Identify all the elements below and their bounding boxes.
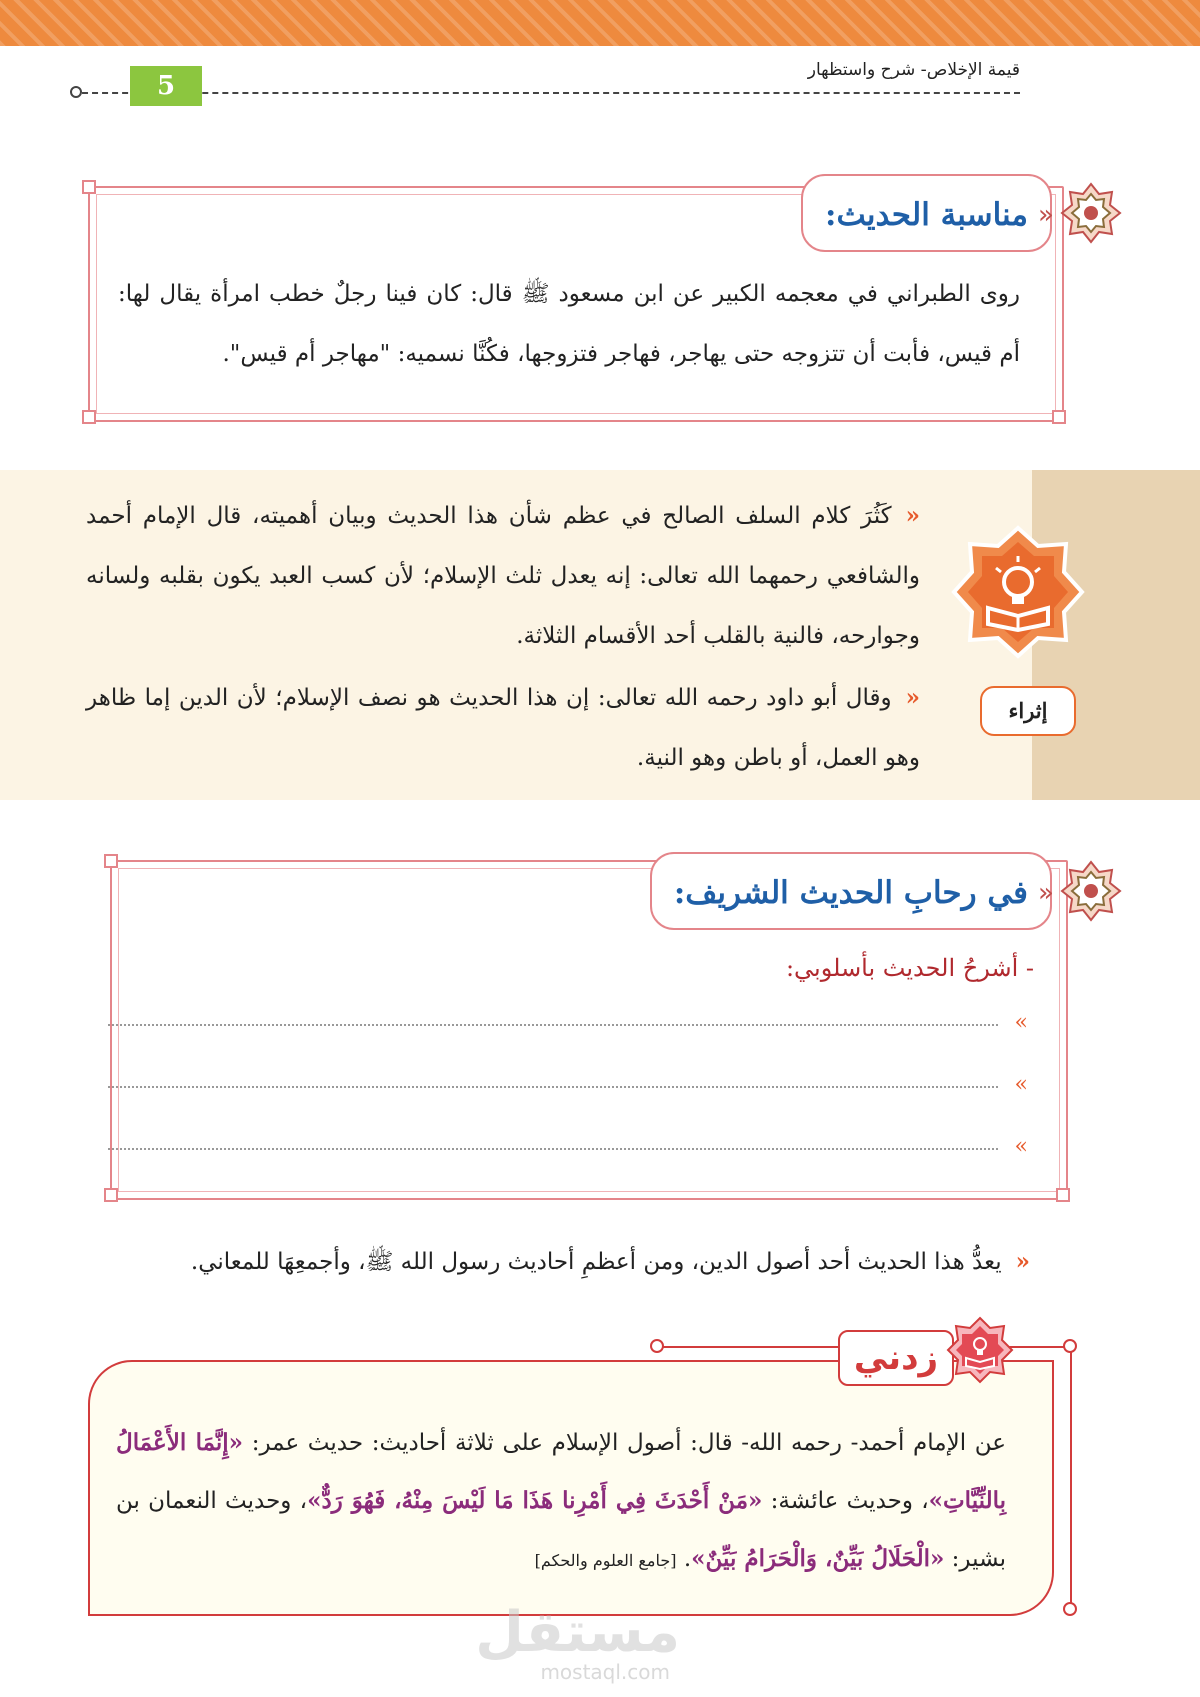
hadith-scope-corner-tl [104,854,118,868]
zidni-mid-1: ، وحديث عائشة: [762,1488,929,1514]
running-title: قيمة الإخلاص- شرح واستظهار [807,60,1020,80]
answer-dotted-line [108,1148,998,1150]
lightbulb-book-icon [950,524,1086,660]
bullet-icon: « [905,684,920,711]
answer-dotted-line [108,1024,998,1026]
enrichment-label-tab [980,686,1076,736]
hadith-scope-corner-bl [104,1188,118,1202]
occasion-title [801,174,1052,252]
page-number: 5 [130,66,202,106]
zidni-connector-line [1070,1346,1072,1608]
zidni-connector-dot [1063,1602,1077,1616]
hadith-scope-title [650,852,1052,930]
occasion-corner-br [1052,410,1066,424]
answer-marker: » [1014,1134,1028,1159]
enrichment-label: إثراء [1008,698,1048,723]
hadith-scope-chevrons: « [1038,878,1054,908]
bullet-icon: « [1015,1248,1030,1275]
mostaql-watermark-url: mostaql.com [540,1660,670,1684]
hadith-importance-note-text: يعدُّ هذا الحديث أحد أصول الدين، ومن أعظمِ أحاديث رسول الله ﷺ، وأجمعِهَا للمعاني. [190,1249,1002,1275]
answer-marker: » [1014,1072,1028,1097]
zidni-hadith-2: «مَنْ أَحْدَثَ فِي أَمْرِنا هَذَا مَا لَيْسَ مِنْهُ، فَهُوَ رَدٌّ» [307,1487,763,1514]
answer-marker: » [1014,1010,1028,1035]
zidni-mid-2: ، وحديث النعمان بن بشير: [116,1488,1006,1572]
octagram-ornament-icon [1060,860,1122,922]
explain-prompt: - أشرحُ الحديث بأسلوبي: [785,954,1034,982]
bullet-icon: « [905,502,920,529]
top-decorative-band [0,0,1200,46]
occasion-title-text: مناسبة الحديث: [825,197,1028,233]
octagram-ornament-icon [1060,182,1122,244]
enrichment-item-1 [86,486,920,666]
mostaql-watermark: مستقل [475,1600,680,1665]
zidni-source: [جامع العلوم والحكم] [534,1551,677,1570]
answer-line-3[interactable] [124,1134,1028,1159]
enrichment-item-2 [86,668,920,788]
occasion-text: روى الطبراني في معجمه الكبير عن ابن مسعود ﷺ قال: كان فينا رجلٌ خطب امرأة يقال لها: أم قيس، فأبت أن تتزوجه حتى يهاجر، فهاجر فتزوجها، فكُنَّا نسميه: "مهاجر أم قيس". [118,281,1020,367]
occasion-corner-bl [82,410,96,424]
zidni-hadith-3: «الْحَلَالُ بَيِّنٌ، وَالْحَرَامُ بَيِّنٌ» [691,1545,945,1572]
answer-line-2[interactable] [124,1072,1028,1097]
zidni-connector-dot [650,1339,664,1353]
header-divider [72,92,1020,94]
hadith-scope-title-text: في رحابِ الحديث الشريف: [673,875,1028,911]
occasion-chevrons: « [1038,200,1054,230]
zidni-hadith-1: «إِنَّمَا الأَعْمَالُ بِالنِّيَّاتِ» [116,1429,1006,1514]
occasion-corner-tl [82,180,96,194]
hadith-importance-note [110,1232,1030,1292]
answer-line-1[interactable] [124,1010,1028,1035]
zidni-title-tab [838,1330,954,1386]
header-divider-end-dot [70,86,82,98]
zidni-end: . [683,1546,692,1572]
enrichment-item-1-text: كَثُرَ كلام السلف الصالح في عظم شأن هذا الحديث وبيان أهميته، قال الإمام أحمد والشافعي رحمهما الله تعالى: إنه يعدل ثلث الإسلام؛ لأن كسب العبد يكون بقلبه ولسانه وجوارحه، فالنية بالقلب أحد الأقسام الثلاثة. [86,503,920,649]
zidni-title: زدني [853,1338,939,1378]
zidni-intro: عن الإمام أحمد- رحمه الله- قال: أصول الإسلام على ثلاثة أحاديث: حديث عمر: [243,1430,1006,1456]
answer-dotted-line [108,1086,998,1088]
lightbulb-book-icon [946,1316,1014,1384]
zidni-text [116,1414,1006,1590]
hadith-scope-corner-br [1056,1188,1070,1202]
zidni-connector-dot [1063,1339,1077,1353]
enrichment-item-2-text: وقال أبو داود رحمه الله تعالى: إن هذا الحديث هو نصف الإسلام؛ لأن الدين إما ظاهر وهو العمل، أو باطن وهو النية. [86,685,920,771]
